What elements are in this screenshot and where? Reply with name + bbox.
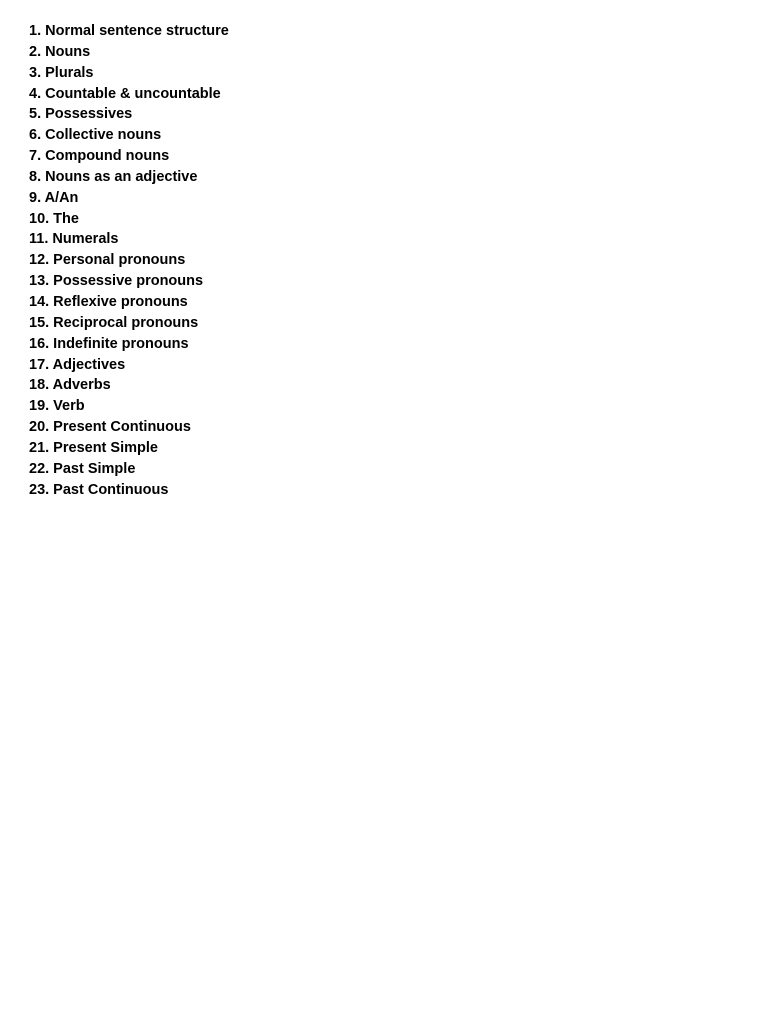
topic-item: 9. A/An [29,189,79,206]
topic-item: 11. Numerals [29,231,119,248]
topic-item: 4. Countable & uncountable [29,85,221,102]
topic-item: 14. Reflexive pronouns [29,293,188,310]
topic-item: 22. Past Simple [29,460,136,477]
topic-item: 20. Present Continuous [29,419,191,436]
topic-item: 2. Nouns [29,43,91,60]
topic-item: 1. Normal sentence structure [29,23,229,39]
topic-list [29,21,229,500]
topic-item: 16. Indefinite pronouns [29,335,189,352]
topic-item: 18. Adverbs [29,377,111,394]
topic-item: 19. Verb [29,398,85,415]
topic-item: 8. Nouns as an adjective [29,168,198,185]
topic-item: 17. Adjectives [29,356,126,373]
topic-item: 3. Plurals [29,64,94,81]
topic-item: 15. Reciprocal pronouns [29,314,199,331]
topic-item: 10. The [29,210,79,227]
topic-item: 5. Possessives [29,106,133,123]
topic-item: 7. Compound nouns [29,148,170,165]
topic-item: 23. Past Continuous [29,481,169,498]
topic-item: 13. Possessive pronouns [29,273,204,290]
topic-item: 21. Present Simple [29,439,158,456]
topic-item: 12. Personal pronouns [29,252,186,269]
topic-item: 6. Collective nouns [29,127,162,144]
